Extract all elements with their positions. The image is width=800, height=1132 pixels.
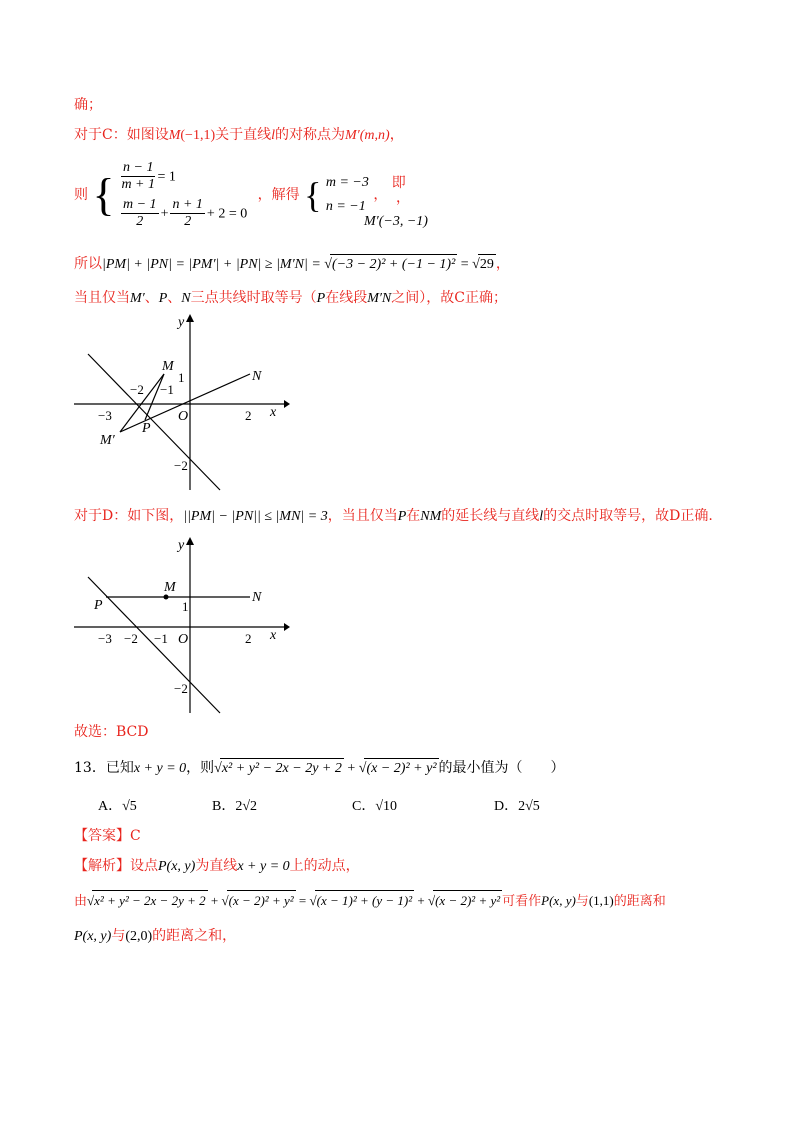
option-a [98, 795, 137, 815]
eq1-rhs: = 1 [157, 169, 176, 185]
distance-expression: |PM| + |PN| = |PM′| + |PN| ≥ |M′N| = [102, 257, 325, 272]
segment-mprime-n: M′N [367, 291, 392, 306]
option-label: A． [98, 799, 123, 814]
ji-label: 即 [391, 175, 406, 191]
solution-label: 【解析】设点 [74, 858, 158, 874]
option-d [494, 795, 540, 815]
sqrt-term-2: (x − 2)² + y² [364, 758, 438, 779]
tick-2: 2 [245, 408, 252, 423]
equals: = [457, 257, 473, 272]
question-then: ，则 [186, 760, 215, 776]
solution-line-3 [74, 926, 236, 947]
sqrt-term-2: (x − 2)² + y² [227, 890, 296, 911]
fraction-den: m + 1 [121, 177, 155, 192]
then-label: 则 [74, 187, 88, 203]
continuation-text: 确； [74, 97, 102, 113]
point-mprime: M′ [130, 291, 145, 306]
equation-system-block [74, 160, 428, 230]
point-20: (2,0) [125, 929, 153, 944]
solution-system [326, 171, 369, 219]
option-label: B． [212, 799, 236, 814]
point-p: P [158, 291, 168, 306]
sqrt-term-4: (x − 2)² + y² [433, 890, 502, 911]
tick-neg1: −1 [160, 382, 174, 397]
d-text-2: ，当且仅当 [327, 508, 398, 524]
solution-n: n = −1 [325, 199, 366, 214]
option-value: 2√5 [518, 799, 540, 814]
system-equations [119, 160, 247, 230]
option-value: √5 [122, 799, 137, 814]
answer-label: 【答案】C [74, 828, 141, 844]
point-p: P [397, 509, 407, 524]
label-n: N [252, 369, 262, 384]
last-text: 的距离之和， [152, 928, 237, 944]
line-l: l [271, 128, 276, 143]
solution-m: m = −3 [325, 175, 369, 190]
point-mprime: M′(m,n) [345, 128, 390, 143]
question-13: 13．已知x + y = 0，则√x² + y² − 2x − 2y + 2 + √(x − 2)² + y² 的最小值为（ ） [74, 758, 565, 779]
point-m-coord: (−1,1) [180, 128, 216, 143]
tick-neg2-y: −2 [174, 458, 188, 473]
so-line: 所以|PM| + |PN| = |PM′| + |PN| ≥ |M′N| = √(−3 − 2)² + (−1 − 1)² = √29 ， [74, 254, 510, 275]
solution-line-1 [74, 856, 360, 877]
segment-nm: NM [420, 509, 442, 524]
choose-answer: 故选：BCD [74, 724, 149, 740]
tick-neg2: −2 [124, 631, 138, 646]
point-pxy: P(x, y) [541, 893, 576, 908]
label-p: P [142, 421, 151, 436]
x-axis-label: x [270, 628, 277, 643]
option-value: 2√2 [235, 799, 258, 814]
c-intro-text: 对于C：如图设 [74, 127, 169, 143]
by-label: 由 [74, 894, 88, 909]
punct: 、 [167, 290, 182, 306]
d-intro-text: 对于D：如下图， [74, 508, 184, 524]
cond-text-2: 三点共线时取等号（ [190, 290, 317, 306]
d-text-4: 的延长线与直线 [441, 508, 540, 524]
sqrt-term-3: (x − 1)² + (y − 1)² [315, 890, 414, 911]
point-11: (1,1) [588, 893, 614, 908]
d-text-5: 的交点时取等号，故D正确. [543, 508, 713, 524]
sqrt-29: 29 [478, 254, 496, 275]
sqrt-expression: (−3 − 2)² + (−1 − 1)² [330, 254, 457, 275]
option-b [212, 795, 257, 815]
solve-label: ，解得 [257, 187, 300, 203]
question-condition: x + y = 0 [133, 761, 187, 776]
fraction-den: 2 [184, 214, 192, 229]
tick-neg3: −3 [98, 408, 112, 423]
fraction-3 [170, 197, 204, 230]
punct: ， [389, 127, 404, 143]
y-arrow [186, 314, 194, 322]
origin-label: O [178, 409, 189, 424]
line-l: l [539, 509, 544, 524]
figure-1-diagram [70, 312, 290, 492]
fraction-num: m − 1 [123, 197, 157, 212]
tick-2: 2 [245, 631, 252, 646]
label-mprime: M′ [100, 433, 115, 448]
plus-sign: + [207, 893, 222, 908]
option-value: √10 [375, 799, 398, 814]
tick-1: 1 [182, 599, 189, 614]
option-c-intro [74, 125, 404, 146]
eq2-rhs: + 2 = 0 [206, 206, 248, 222]
question-end: 的最小值为（ ） [438, 760, 565, 776]
label-n: N [252, 590, 262, 605]
cond-text-4: 之间），故C正确； [391, 290, 507, 306]
by-text: 可看作 [502, 894, 542, 909]
option-c [352, 795, 397, 815]
label-m: M [162, 359, 174, 374]
fraction-num: n + 1 [172, 197, 203, 212]
d-text-3: 在 [406, 508, 421, 524]
y-axis-label: y [178, 315, 185, 330]
solution-line-2: 由√x² + y² − 2x − 2y + 2 + √(x − 2)² + y² = √(x − 1)² + (y − 1)² + √(x − 2)² + y² 可看作P(x, y)与(1,1)的距离和 [74, 890, 666, 912]
line-equation: x + y = 0 [237, 859, 290, 874]
tick-1: 1 [178, 370, 185, 385]
plus-sign: + [414, 893, 428, 908]
plus-sign: + [343, 761, 359, 776]
fraction-num: n − 1 [123, 160, 154, 175]
c-intro-text-3: 的对称点为 [275, 127, 346, 143]
equals: = [295, 893, 310, 908]
cond-text: 当且仅当 [74, 290, 130, 306]
point-m: M [168, 128, 181, 143]
y-axis-label: y [178, 538, 185, 553]
point-p: P [316, 291, 326, 306]
point-mprime-value: M′(−3, −1) [364, 214, 428, 229]
yu: 与 [575, 894, 589, 909]
equation-1 [119, 160, 247, 193]
point-pxy: P(x, y) [158, 859, 196, 874]
d-inequality: ||PM| − |PN|| ≤ |MN| = 3 [183, 509, 328, 524]
figure-2-diagram [70, 535, 290, 715]
equation-2 [119, 197, 247, 230]
by-text-2: 的距离和 [613, 894, 666, 909]
x-arrow [284, 400, 290, 408]
option-d-line [74, 506, 713, 527]
tick-neg2: −2 [130, 382, 144, 397]
plus-sign: + [160, 206, 169, 222]
x-arrow [284, 623, 290, 631]
y-arrow [186, 537, 194, 545]
point-m-dot [164, 595, 169, 600]
origin-label: O [178, 632, 189, 647]
punct: ， [373, 187, 388, 203]
punct: 、 [144, 290, 159, 306]
fraction-2 [121, 197, 159, 230]
so-label: 所以 [74, 256, 102, 272]
sqrt-term-1: x² + y² − 2x − 2y + 2 [220, 758, 344, 779]
text-line-1 [74, 95, 102, 115]
question-number: 13．已知 [74, 760, 134, 776]
tick-neg3: −3 [98, 631, 112, 646]
punct: ， [396, 190, 410, 206]
point-pxy: P(x, y) [74, 929, 112, 944]
fraction-den: 2 [136, 214, 144, 229]
cond-text-3: 在线段 [325, 290, 368, 306]
tick-neg2-y: −2 [174, 681, 188, 696]
tick-neg1: −1 [154, 631, 168, 646]
sqrt-term-1: x² + y² − 2x − 2y + 2 [92, 890, 207, 911]
label-p: P [94, 598, 103, 613]
yu: 与 [111, 928, 126, 944]
option-label: D． [494, 799, 519, 814]
solution-text: 为直线 [195, 858, 238, 874]
x-axis-label: x [270, 405, 277, 420]
point-n: N [181, 291, 191, 306]
answer-line [74, 826, 141, 846]
solution-text-2: 上的动点， [289, 858, 360, 874]
choose-line [74, 722, 148, 742]
left-brace: { [92, 169, 115, 220]
equality-condition-c [74, 288, 507, 309]
left-brace-2: { [304, 175, 322, 215]
label-m: M [164, 580, 176, 595]
fraction-1 [121, 160, 155, 193]
c-intro-text-2: 关于直线 [215, 127, 272, 143]
punct: ， [495, 256, 510, 272]
option-label: C． [352, 799, 376, 814]
